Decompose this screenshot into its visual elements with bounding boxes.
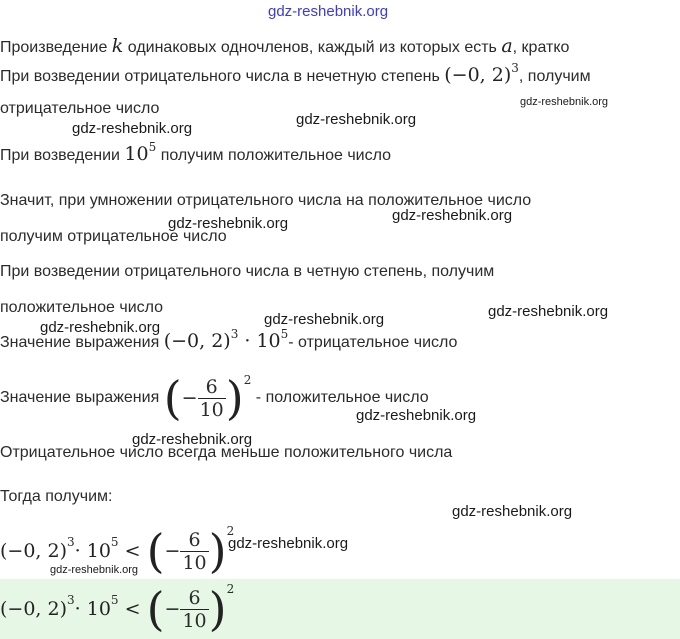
var-k: k <box>111 35 124 57</box>
inequality-times-ten: · 10 <box>74 540 111 562</box>
right-paren: ) <box>208 524 227 578</box>
inequality-exponent-2: 5 <box>110 535 119 549</box>
answer-box <box>0 579 680 639</box>
watermark: gdz-reshebnik.org <box>132 431 253 448</box>
left-paren: ( <box>146 582 165 636</box>
watermark: gdz-reshebnik.org <box>264 311 385 328</box>
line-10-fraction <box>198 376 226 421</box>
line-4-text-a: При возведении <box>0 147 120 164</box>
line-9-math-base: (−0, 2) <box>163 330 231 352</box>
watermark: gdz-reshebnik.org <box>72 120 193 137</box>
watermark: gdz-reshebnik.org <box>296 111 417 128</box>
text-line-3: отрицательное число <box>0 100 160 117</box>
text-line-5: Значит, при умножении отрицательного числа на положительное число <box>0 192 532 209</box>
answer-less-than: < <box>118 598 147 620</box>
line-1-text-c: , кратко <box>512 39 570 56</box>
fraction-denominator: 10 <box>182 609 207 632</box>
answer-times-ten: · 10 <box>74 598 111 620</box>
inequality-minus: − <box>164 540 181 562</box>
watermark-top: gdz-reshebnik.org <box>268 3 389 20</box>
fraction-denominator: 10 <box>199 398 224 421</box>
line-2-exponent: 3 <box>511 61 519 75</box>
answer-exponent-2: 5 <box>110 593 119 607</box>
fraction-denominator: 10 <box>182 551 207 574</box>
line-2-text-b: , получим <box>518 68 591 85</box>
answer-inequality <box>0 583 234 635</box>
line-9-times-ten: · 10 <box>238 330 281 352</box>
text-line-11: Отрицательное число всегда меньше положительного числа <box>0 444 453 461</box>
fraction-numerator: 6 <box>205 375 218 398</box>
watermark: gdz-reshebnik.org <box>392 207 513 224</box>
watermark: gdz-reshebnik.org <box>50 564 139 576</box>
text-line-7: При возведении отрицательного числа в четную степень, получим <box>0 263 495 280</box>
text-line-2 <box>0 61 591 86</box>
answer-exponent-3: 2 <box>226 582 235 596</box>
watermark: gdz-reshebnik.org <box>40 319 161 336</box>
line-1-text-b: одинаковых одночленов, каждый из которых есть <box>127 39 497 56</box>
line-4-base: 10 <box>124 143 149 165</box>
line-2-text-a: При возведении отрицательного числа в нечетную степень <box>0 68 440 85</box>
line-2-math: (−0, 2) <box>444 64 512 86</box>
line-10-minus: − <box>181 387 198 409</box>
watermark: gdz-reshebnik.org <box>452 503 573 520</box>
line-9-text-a: Значение выражения <box>0 334 160 351</box>
line-10-exponent: 2 <box>243 373 252 387</box>
left-paren: ( <box>163 371 182 425</box>
inequality-fraction <box>180 529 208 574</box>
text-line-1 <box>0 35 569 57</box>
inequality-base: (−0, 2) <box>0 540 68 562</box>
watermark: gdz-reshebnik.org <box>520 96 609 108</box>
watermark: gdz-reshebnik.org <box>168 215 289 232</box>
left-paren: ( <box>146 524 165 578</box>
line-4-text-b: получим положительное число <box>160 147 392 164</box>
inequality-exponent-1: 3 <box>67 535 75 549</box>
line-9-text-b: - отрицательное число <box>288 334 458 351</box>
line-4-exponent: 5 <box>148 140 157 154</box>
watermark: gdz-reshebnik.org <box>356 407 477 424</box>
answer-fraction <box>180 587 208 632</box>
right-paren: ) <box>208 582 227 636</box>
answer-base: (−0, 2) <box>0 598 68 620</box>
text-line-6: получим отрицательное число <box>0 228 227 245</box>
fraction-numerator: 6 <box>188 586 201 609</box>
line-10-text-b: - положительное число <box>255 389 429 406</box>
text-line-8: положительное число <box>0 299 164 316</box>
text-line-4 <box>0 140 392 165</box>
answer-minus: − <box>164 598 181 620</box>
watermark: gdz-reshebnik.org <box>228 535 349 552</box>
less-than-sign: < <box>118 540 147 562</box>
line-9-exponent-1: 3 <box>230 327 239 341</box>
var-a: a <box>501 35 513 57</box>
line-9-exponent-2: 5 <box>280 327 289 341</box>
answer-exponent-1: 3 <box>67 593 75 607</box>
line-10-text-a: Значение выражения <box>0 389 160 406</box>
watermark: gdz-reshebnik.org <box>488 303 609 320</box>
text-line-12: Тогда получим: <box>0 488 113 505</box>
right-paren: ) <box>225 371 244 425</box>
fraction-numerator: 6 <box>188 528 201 551</box>
inequality-exponent-3: 2 <box>226 524 235 538</box>
line-1-text-a: Произведение <box>0 39 108 56</box>
